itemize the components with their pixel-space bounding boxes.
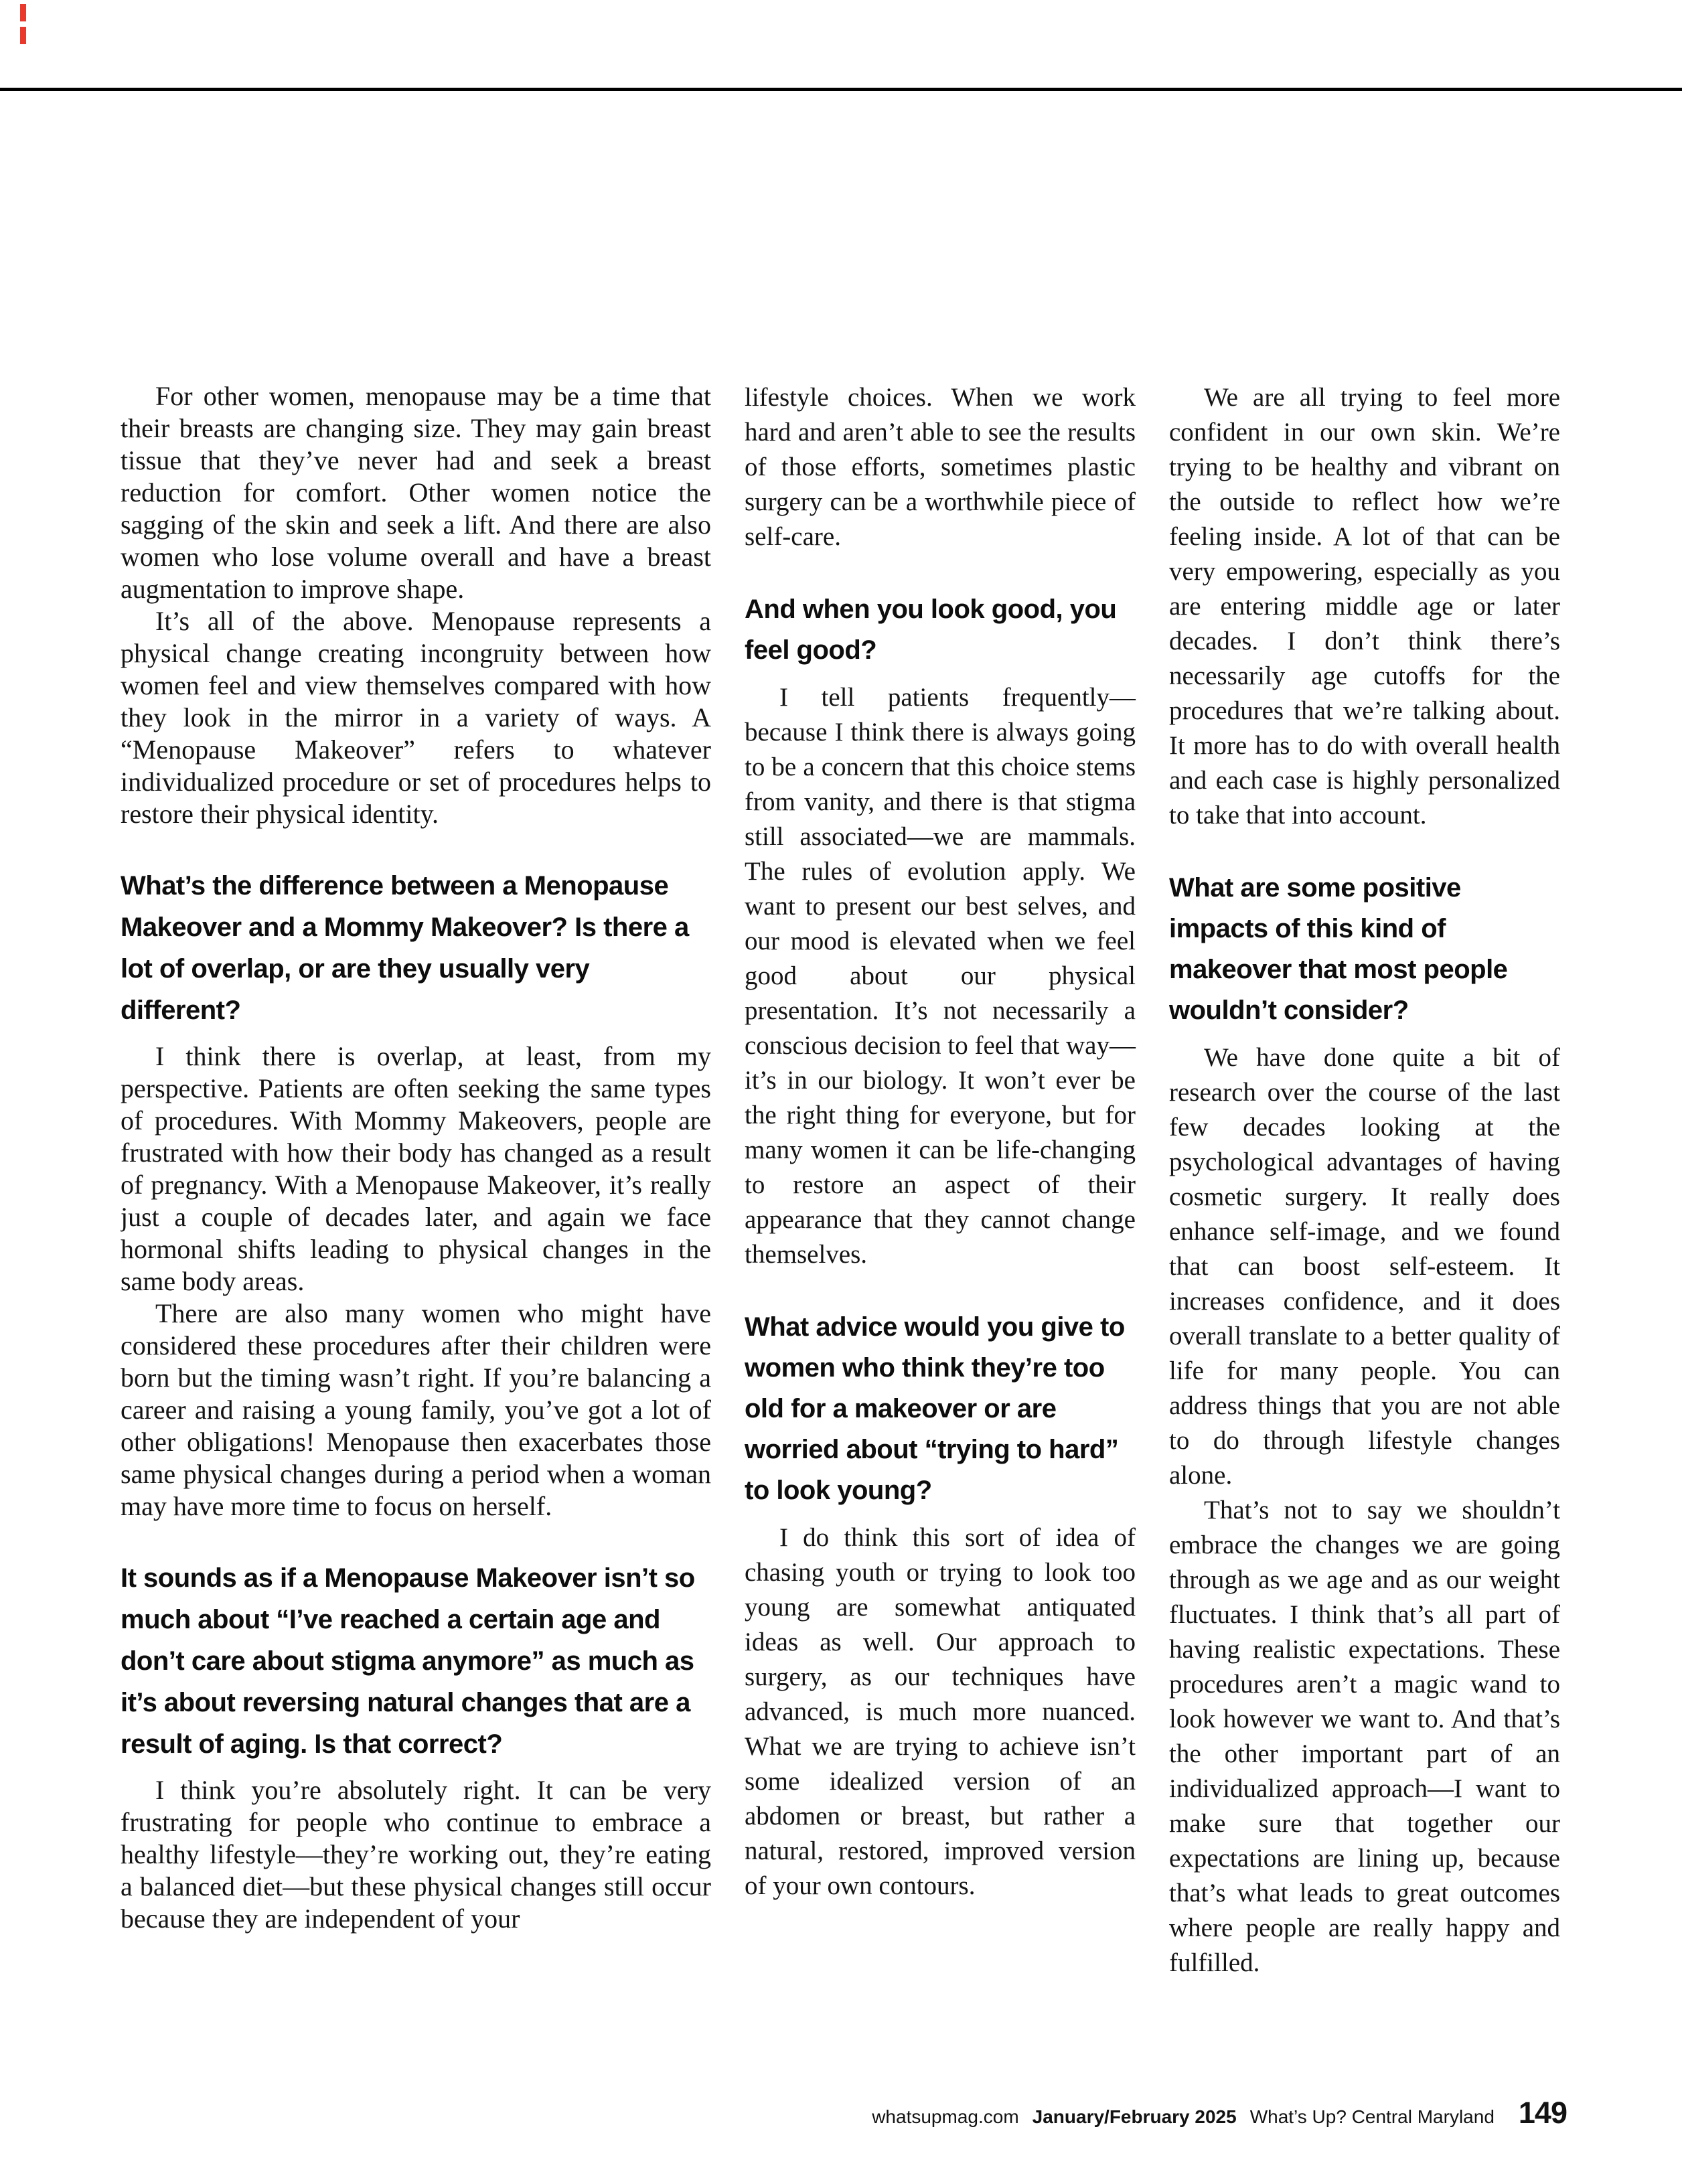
article-column-3 (1169, 380, 1560, 1987)
body-paragraph: lifestyle choices. When we work hard and aren’t able to see the results of those efforts, sometimes plastic surgery can be a worthwhile piece of self-care. (745, 383, 1136, 551)
body-paragraph: I think you’re absolutely right. It can be very frustrating for people who continue to embrace a healthy lifestyle—they’re working out, they’re eating a balanced diet—but these physical changes still occur because they are independent of your (121, 1775, 711, 1934)
top-rule (0, 88, 1682, 91)
footer-publication: What’s Up? Central Maryland (1249, 2106, 1495, 2127)
question-heading: What advice would you give to women who think they’re too old for a makeover or are worried about “trying to hard” to look young? (745, 1312, 1125, 1505)
article-columns (121, 380, 1560, 1987)
body-paragraph: We have done quite a bit of research over the course of the last few decades looking at the psychological advantages of having cosmetic surgery. It really does enhance self-image, and we found that can boost self-esteem. It increases confidence, and it does overall translate to a better quality of life for many people. You can address things that you are not able to do through lifestyle changes alone. (1169, 1043, 1560, 1490)
body-paragraph: It’s all of the above. Menopause represents a physical change creating incongruity between how women feel and view themselves compared with how they look in the mirror in a variety of ways. A “Menopause Makeover” refers to whatever individualized procedure or set of procedures helps to restore their physical identity. (121, 606, 711, 829)
question-heading: What’s the difference between a Menopause Makeover and a Mommy Makeover? Is there a lot of overlap, or are they usually very different? (121, 871, 689, 1025)
crop-mark (20, 27, 26, 44)
footer-issue: January/February 2025 (1032, 2106, 1237, 2127)
question-heading: What are some positive impacts of this kind of makeover that most people wouldn’t consider? (1169, 873, 1508, 1025)
body-paragraph: That’s not to say we shouldn’t embrace the changes we are going through as we age and as our weight fluctuates. I think that’s all part of having realistic expectations. These procedures aren’t a magic wand to look however we want to. And that’s the other important part of an individualized approach—I want to make sure that together our expectations are lining up, because that’s what leads to great outcomes where people are really happy and fulfilled. (1169, 1496, 1560, 1977)
article-column-2 (745, 380, 1136, 1987)
footer-website: whatsupmag.com (872, 2106, 1019, 2127)
body-paragraph: I do think this sort of idea of chasing youth or trying to look too young are somewhat antiquated ideas as well. Our approach to surgery, as our techniques have advanced, is much more nuanced. What we are trying to achieve isn’t some idealized version of an abdomen or breast, but rather a natural, restored, improved version of your own contours. (745, 1523, 1136, 1900)
page-footer (872, 2096, 1567, 2130)
body-paragraph: I tell patients frequently—because I think there is always going to be a concern that this choice stems from vanity, and there is that stigma still associated—we are mammals. The rules of evolution apply. We want to present our best selves, and our mood is elevated when we feel good about our physical presentation. It’s not necessarily a conscious decision to feel that way—it’s in our biology. It won’t ever be the right thing for everyone, but for many women it can be life-changing to restore an aspect of their appearance that they cannot change themselves. (745, 683, 1136, 1269)
body-paragraph: There are also many women who might have considered these procedures after their children were born but the timing wasn’t right. If you’re balancing a career and raising a young family, you’ve got a lot of other obligations! Menopause then exacerbates those same physical changes during a period when a woman may have more time to focus on herself. (121, 1298, 711, 1521)
body-paragraph: I think there is overlap, at least, from my perspective. Patients are often seeking the same types of procedures. With Mommy Makeovers, people are frustrated with how their body has changed as a result of pregnancy. With a Menopause Makeover, it’s really just a couple of decades later, and again we face hormonal shifts leading to physical changes in the same body areas. (121, 1041, 711, 1296)
article-column-1 (121, 380, 711, 1987)
question-heading: And when you look good, you feel good? (745, 595, 1117, 665)
body-paragraph: For other women, menopause may be a time that their breasts are changing size. They may gain breast tissue that they’ve never had and seek a breast reduction for comfort. Other women notice the sagging of the skin and seek a lift. And there are also women who lose volume overall and have a breast augmentation to improve shape. (121, 381, 711, 604)
crop-mark (20, 4, 26, 21)
body-paragraph: We are all trying to feel more confident in our own skin. We’re trying to be healthy and vibrant on the outside to reflect how we’re feeling inside. A lot of that can be very empowering, especially as you are entering middle age or later decades. I don’t think there’s necessarily age cutoffs for the procedures that we’re talking about. It more has to do with overall health and each case is highly personalized to take that into account. (1169, 383, 1560, 830)
question-heading: It sounds as if a Menopause Makeover isn’t so much about “I’ve reached a certain age and don’t care about stigma anymore” as much as it’s about reversing natural changes that are a result of aging. Is that correct? (121, 1563, 695, 1759)
page-number: 149 (1518, 2096, 1567, 2130)
